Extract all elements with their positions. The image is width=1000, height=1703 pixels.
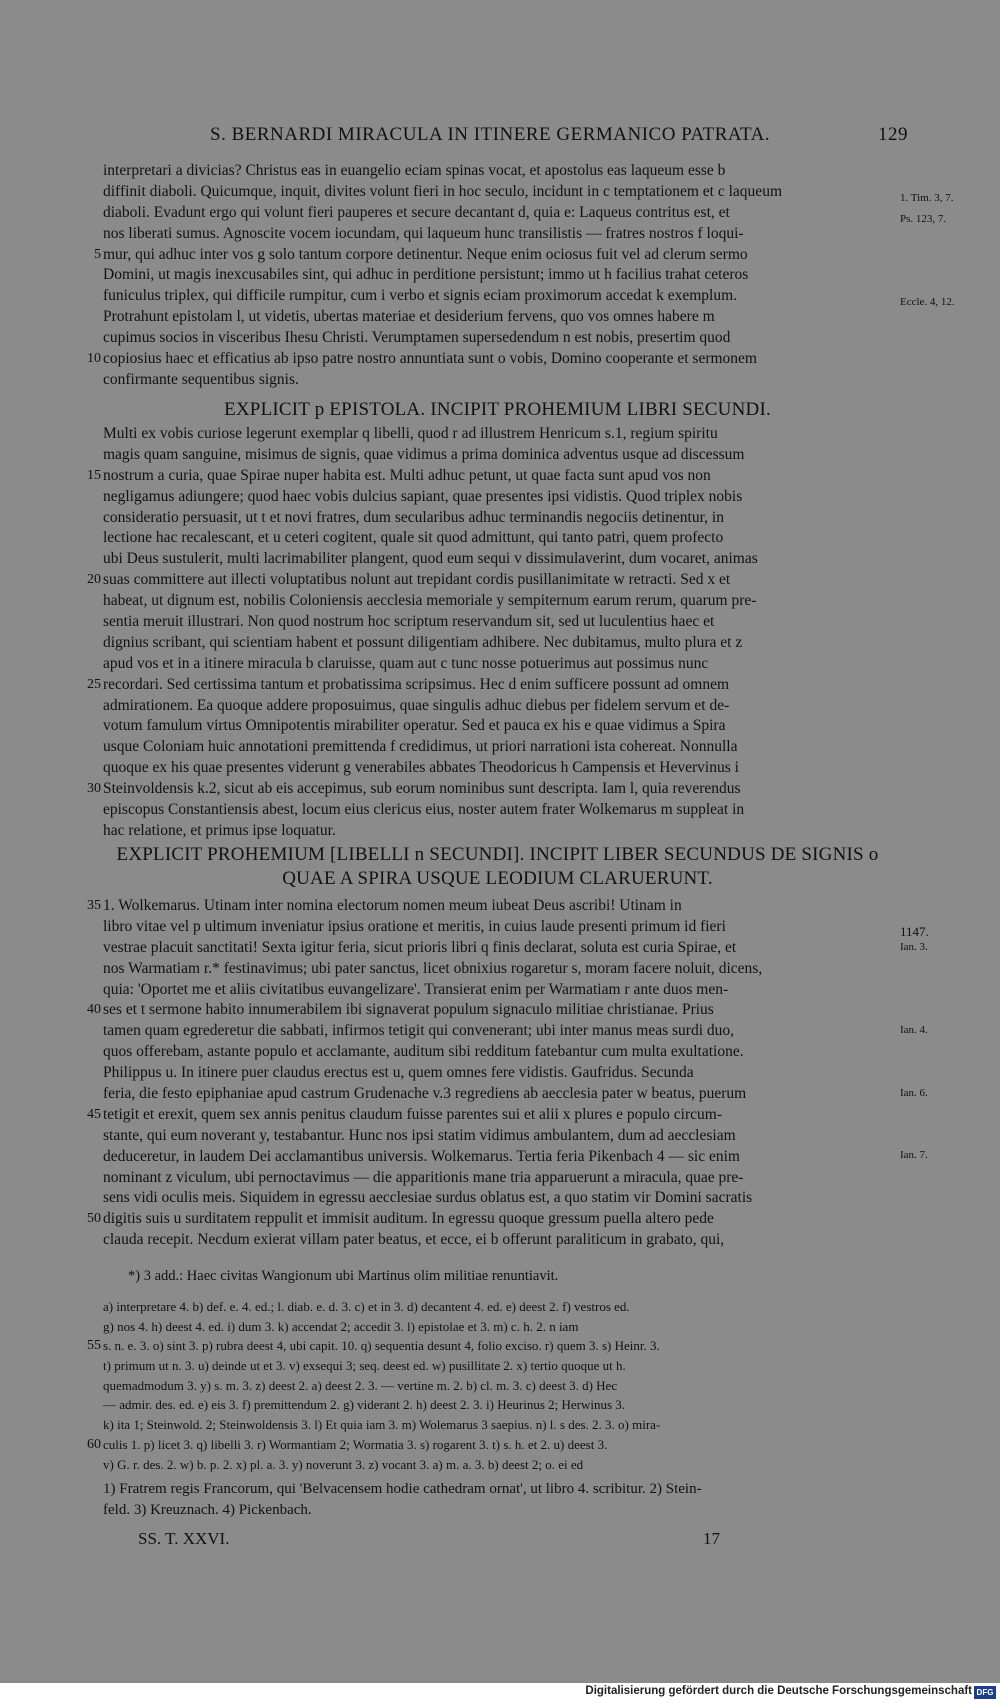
- text-line-text: interpretari a divicias? Christus eas in euangelio eciam spinas vocat, et apostolus eas laqueum esse b: [103, 162, 726, 179]
- variant-line: [103, 1356, 893, 1376]
- text-line-text: dignius scribant, qui scientiam habent et possunt diligentiam adhibere. Nec dubitamus, multo plura et z: [103, 633, 743, 651]
- text-line-text: nos Warmatiam r.* festinavimus; ubi pater sanctus, licet obnixius rogaretur s, moram facere noluit, dicens,: [103, 959, 763, 977]
- text-line: [103, 758, 893, 779]
- line-number: 20: [87, 572, 101, 588]
- text-line-text: Protrahunt epistolam l, ut videtis, ubertas materiae et desiderium fervens, quo vos omnes habere m: [103, 308, 715, 326]
- text-line: [103, 800, 893, 821]
- text-line: [103, 508, 893, 529]
- text-line-text: ubi Deus sustulerit, multi lacrimabiliter plangent, quod eum sequi v dissimulaverint, dum vocaret, animas: [103, 550, 758, 568]
- footnote-line: 1) Fratrem regis Francorum, qui 'Belvacensem hodie cathedram ornat', ut libro 4. scribitur. 2) Stein-: [103, 1481, 702, 1497]
- line-number: 50: [87, 1211, 101, 1227]
- heading-explicit-epistola: EXPLICIT p EPISTOLA. INCIPIT PROHEMIUM LIBRI SECUNDI.: [224, 399, 771, 420]
- text-line: [87, 1209, 893, 1230]
- line-number: 5: [94, 246, 101, 262]
- margin-note-ian3: Ian. 3.: [900, 941, 928, 953]
- text-line-text: tamen quam egrederetur die sabbati, infirmos tetigit qui convenerant; ubi inter manus meas surdi duo,: [103, 1022, 735, 1040]
- margin-note-tim: 1. Tim. 3, 7.: [900, 192, 954, 204]
- footnote-line: feld. 3) Kreuznach. 4) Pickenbach.: [103, 1502, 312, 1518]
- text-line: [103, 654, 893, 675]
- text-line: [103, 696, 893, 717]
- text-line-text: negligamus adiungere; quod haec vobis dulcius sapiant, quae presentes ipsi vidistis. Quod triplex nobis: [103, 487, 743, 505]
- credit-strip: [0, 1683, 1000, 1703]
- text-line: [103, 1188, 893, 1209]
- text-block-letter: [87, 161, 893, 391]
- credit-text: Digitalisierung gefördert durch die Deutsche Forschungsgemeinschaft: [585, 1685, 972, 1697]
- text-line: [87, 779, 893, 800]
- margin-note-year: 1147.: [900, 924, 929, 939]
- text-line-text: confirmante sequentibus signis.: [103, 370, 299, 388]
- text-line: [103, 182, 893, 203]
- text-line: [87, 896, 893, 917]
- text-line-text: quoque ex his quae presentes viderunt g venerabiles abbates Theodoricus h Campensis et Hevervinus i: [103, 759, 739, 777]
- variant-line-text: g) nos 4. h) deest 4. ed. i) dum 3. k) accendat 2; accedit 3. l) epistolae et 3. m) c. h. 2. n iam: [103, 1318, 579, 1334]
- text-line: [94, 245, 893, 266]
- text-line-text: Philippus u. In itinere puer claudus erectus est u, quem omnes fere vidistis. Gaufridus. Secunda: [103, 1064, 694, 1082]
- line-number: 40: [87, 1002, 101, 1018]
- text-line-text: libro vitae vel p ultimum inveniatur ipsius oratione et meritis, in cuius laude presenti primum id fieri: [103, 917, 726, 935]
- signature-number: 17: [703, 1529, 720, 1548]
- text-line: [87, 1105, 893, 1126]
- line-number: 25: [87, 676, 101, 692]
- footnotes: [103, 1479, 893, 1521]
- text-line-text: funiculus triplex, qui difficile rumpitur, cum i verbo et signis eciam proximorum accedat k exemplum.: [103, 287, 738, 305]
- text-line-text: clauda recepit. Necdum exierat villam pater beatus, et ecce, ei b offerunt paraliticum in grabato, qui,: [103, 1231, 725, 1249]
- line-number: 30: [87, 781, 101, 797]
- text-line-text: hac relatione, et primus ipse loquatur.: [103, 821, 336, 839]
- text-line: [87, 349, 893, 370]
- text-line: [103, 716, 893, 737]
- variant-readings: [87, 1297, 893, 1474]
- variant-line-text: quemadmodum 3. y) s. m. 3. z) deest 2. a) deest 2. 3. — vertine m. 2. b) cl. m. 3. c) deest 3. d) Hec: [103, 1377, 618, 1393]
- variant-line: [87, 1336, 893, 1356]
- variant-line: [103, 1455, 893, 1475]
- text-line: [103, 1168, 893, 1189]
- margin-note-ian4: Ian. 4.: [900, 1024, 928, 1036]
- variant-line: [103, 1395, 893, 1415]
- text-line-text: mur, qui adhuc inter vos g solo tantum corpore detinentur. Neque enim ociosus fuit vel ad clerum sermo: [103, 245, 748, 263]
- text-line: [103, 265, 893, 286]
- text-line-text: usque Coloniam huic annotationi premittenda f credidimus, ut priori narrationi ista cohereat. Nonnulla: [103, 738, 738, 756]
- star-footnote: *) 3 add.: Haec civitas Wangionum ubi Martinus olim militiae renuntiavit.: [128, 1268, 559, 1284]
- text-line-text: feria, die festo epiphaniae apud castrum Grudenache v.3 regrediens ab aecclesia pater w beatus, puerum: [103, 1085, 747, 1103]
- text-line-text: Multi ex vobis curiose legerunt exemplar q libelli, quod r ad illustrem Henricum s.1, regium spiritu: [103, 425, 718, 442]
- text-line-text: copiosius haec et efficatius ab ipso patre nostro annuntiata sunt o vobis, Domino cooperante et sermonem: [103, 350, 757, 368]
- text-line: [103, 591, 893, 612]
- text-line-text: quos offerebam, astante populo et acclamante, auditum sibi redditum fatebantur cum multa exultatione.: [103, 1043, 744, 1061]
- text-line-text: consideratio persuasit, ut t et novi fratres, dum secularibus adhuc terminandis negociis detinentur, in: [103, 508, 724, 526]
- text-line-text: episcopus Constantiensis abest, locum eius clericus eius, noster autem frater Wolkemarus m suppleat in: [103, 801, 745, 819]
- text-line-text: apud vos et in a itinere miracula b claruisse, quam aut c tunc nosse potuerimus aut possimus nunc: [103, 654, 709, 672]
- text-line-text: sentia meruit illustrari. Non quod nostrum hoc scriptum reservandum sit, sed ut luculentius haec et: [103, 613, 715, 631]
- text-line: [103, 445, 893, 466]
- text-line-text: recordari. Sed certissima tantum et probatissima scripsimus. Hec d enim sufficere possunt ad omnem: [103, 675, 730, 693]
- text-line-text: tetigit et erexit, quem sex annis penitus claudum fuisse parentes sui et alii x plures e populo circum-: [103, 1105, 722, 1123]
- variant-line-text: s. n. e. 3. o) sint 3. p) rubra deest 4, ubi capit. 10. q) sequentia desunt 4, folio exciso. r) quem 3. s) Heinr. 3.: [103, 1338, 660, 1354]
- running-title: S. BERNARDI MIRACULA IN ITINERE GERMANICO PATRATA.: [210, 124, 771, 145]
- text-line: [103, 980, 893, 1001]
- text-line: [103, 917, 893, 938]
- text-line-text: admirationem. Ea quoque addere proposuimus, quae singulis adhuc diebus per fidelem servum et de-: [103, 696, 730, 714]
- text-line: [103, 487, 893, 508]
- text-line: [103, 224, 893, 245]
- text-line-text: sens vidi oculis meis. Siquidem in egressu aecclesiae surdus oblatus est, a quo statim vir Domini sacratis: [103, 1189, 753, 1207]
- margin-note-ps: Ps. 123, 7.: [900, 213, 947, 225]
- heading-line-2: QUAE A SPIRA USQUE LEODIUM CLARUERUNT.: [282, 868, 713, 889]
- text-line-text: ses et t sermone habito innumerabilem ibi signaverat populum signaculo militiae christianae. Prius: [103, 1001, 714, 1019]
- text-line: [103, 307, 893, 328]
- text-line: [103, 959, 893, 980]
- text-line: [103, 1147, 893, 1168]
- text-line-text: vestrae placuit sanctitati! Sexta igitur feria, sicut prioris libri q finis declarat, soluta est curia Spirae, et: [103, 938, 737, 956]
- text-line-text: quia: 'Oportet me et aliis civitatibus euvangelizare'. Transierat enim per Warmatiam r ante duos men-: [103, 980, 729, 998]
- text-line: [103, 528, 893, 549]
- variant-line: [103, 1297, 893, 1317]
- variant-line-text: k) ita 1; Steinwold. 2; Steinwoldensis 3. l) Et quia iam 3. m) Wolemarus 3 saepius. n) l. s des. 2. 3. o) mira-: [103, 1417, 661, 1433]
- line-number: 10: [87, 351, 101, 367]
- line-number: 45: [87, 1106, 101, 1122]
- text-line: [103, 1042, 893, 1063]
- variant-line: [103, 1317, 893, 1337]
- text-line: [87, 675, 893, 696]
- text-line: [103, 1084, 893, 1105]
- text-line-text: diffinit diaboli. Quicumque, inquit, divites volunt fieri in hoc seculo, incidunt in c temptationem et c laqueum: [103, 182, 782, 200]
- text-line-text: magis quam sanguine, misimus de signis, quae vidimus a prima dominica adventus usque ad discessum: [103, 445, 745, 463]
- text-line: [87, 466, 893, 487]
- text-line-text: habeat, ut dignum est, nobilis Coloniensis aecclesia memoriale y sempiternum earum rerum, quarum pre-: [103, 592, 757, 610]
- heading-liber-secundus: [100, 843, 895, 891]
- text-block-liber: [87, 896, 893, 1251]
- variant-line: [103, 1415, 893, 1435]
- text-line-text: suas committere aut illecti voluptatibus nolunt aut trepidant cordis pusillanimitate w retracti. Sed x et: [103, 571, 731, 589]
- text-line: [103, 633, 893, 654]
- margin-note-ian7: Ian. 7.: [900, 1149, 928, 1161]
- variant-line-text: v) G. r. des. 2. w) b. p. 2. x) pl. a. 3. y) noverunt 3. z) vocant 3. a) m. a. 3. b) deest 2; o. ei ed: [103, 1456, 584, 1472]
- text-line: [103, 737, 893, 758]
- signature-mark: SS. T. XXVI.: [138, 1529, 230, 1548]
- text-line: [103, 821, 893, 842]
- text-line: [87, 1000, 893, 1021]
- text-line-text: nos liberati sumus. Agnoscite vocem iocundam, qui laqueum hunc transilistis — fratres nostros f loqui-: [103, 224, 744, 242]
- text-line-text: nominant z viculum, ubi pernoctavimus — die apparitionis mane tria apparuerunt a miracula, quae pre-: [103, 1168, 744, 1186]
- text-line: [103, 612, 893, 633]
- text-line-text: Steinvoldensis k.2, sicut ab eis accepimus, sub eorum nominibus sunt descripta. Iam l, quia reverendus: [103, 780, 741, 798]
- line-number: 55: [87, 1338, 101, 1354]
- variant-line-text: culis 1. p) licet 3. q) libelli 3. r) Wormantiam 2; Wormatia 3. s) rogarent 3. t) s. h. et 2. u) deest 3.: [103, 1436, 608, 1452]
- text-line: [103, 938, 893, 959]
- line-number: 35: [87, 898, 101, 913]
- variant-line-text: — admir. des. ed. e) eis 3. f) premittendum 2. g) viderant 2. h) deest 2. 3. i) Heurinus 2; Herwinus 3.: [103, 1397, 626, 1413]
- text-line-text: lectione hac recalescant, et u ceteri cogitent, quale sit quod admittunt, qui tanto patri, quem profecto: [103, 529, 724, 547]
- text-line-text: votum famulum virtus Omnipotentis mirabiliter operatur. Sed et pauca ex his e quae vidimus a Spira: [103, 717, 726, 735]
- text-line-text: 1. Wolkemarus. Utinam inter nomina electorum nomen meum iubeat Deus ascribi! Utinam in: [103, 897, 682, 914]
- text-line-text: deduceretur, in laudem Dei acclamantibus universis. Wolkemarus. Tertia feria Pikenbach 4 — sic enim: [103, 1147, 740, 1165]
- text-line: [87, 570, 893, 591]
- text-line-text: cupimus socios in visceribus Ihesu Christi. Verumptamen supersedendum n est nobis, presertim quod: [103, 329, 731, 347]
- text-line: [103, 549, 893, 570]
- variant-line-text: t) primum ut n. 3. u) deinde ut et 3. v) exsequi 3; seq. deest ed. w) pusillitate 2. x) tertio quoque ut h.: [103, 1358, 626, 1374]
- text-line-text: Domini, ut magis inexcusabiles sint, qui adhuc in perditione persistunt; immo ut h facilius trahat ceteros: [103, 266, 749, 284]
- text-line: [103, 328, 893, 349]
- text-block-prohemium: [87, 424, 893, 842]
- text-line: [103, 1021, 893, 1042]
- text-line: [103, 203, 893, 224]
- text-line-text: nostrum a curia, quae Spirae nuper habita est. Multi adhuc petunt, ut quae facta sunt apud vos non: [103, 466, 711, 484]
- variant-line: [87, 1435, 893, 1455]
- text-line-text: stante, qui eum noverant y, testabantur. Hunc nos ipsi statim vidimus ambulantem, dum ad aecclesiam: [103, 1126, 736, 1144]
- line-number: 15: [87, 467, 101, 483]
- heading-line-1: EXPLICIT PROHEMIUM [LIBELLI n SECUNDI]. INCIPIT LIBER SECUNDUS DE SIGNIS o: [116, 844, 879, 865]
- text-line: [103, 1063, 893, 1084]
- text-line-text: diaboli. Evadunt ergo qui volunt fieri pauperes et secure decantant d, quia e: Laqueus contritus est, et: [103, 203, 730, 221]
- text-line: [103, 370, 893, 391]
- text-line: [103, 161, 893, 182]
- margin-note-ian6: Ian. 6.: [900, 1087, 928, 1099]
- page-number: 129: [878, 124, 908, 145]
- dfg-logo-icon: DFG: [974, 1686, 996, 1699]
- text-line: [103, 424, 893, 445]
- variant-line: [103, 1376, 893, 1396]
- text-line: [103, 1230, 893, 1251]
- variant-line-text: a) interpretare 4. b) def. e. 4. ed.; l. diab. e. d. 3. c) et in 3. d) decantent 4. ed. e) deest 2. f) vestros ed.: [103, 1299, 630, 1314]
- line-number: 60: [87, 1436, 101, 1452]
- text-line: [103, 286, 893, 307]
- margin-note-eccle: Eccle. 4, 12.: [900, 296, 955, 308]
- text-line-text: digitis suis u surditatem reppulit et immisit auditum. In egressu quoque gressum puella altero pede: [103, 1210, 714, 1228]
- text-line: [103, 1126, 893, 1147]
